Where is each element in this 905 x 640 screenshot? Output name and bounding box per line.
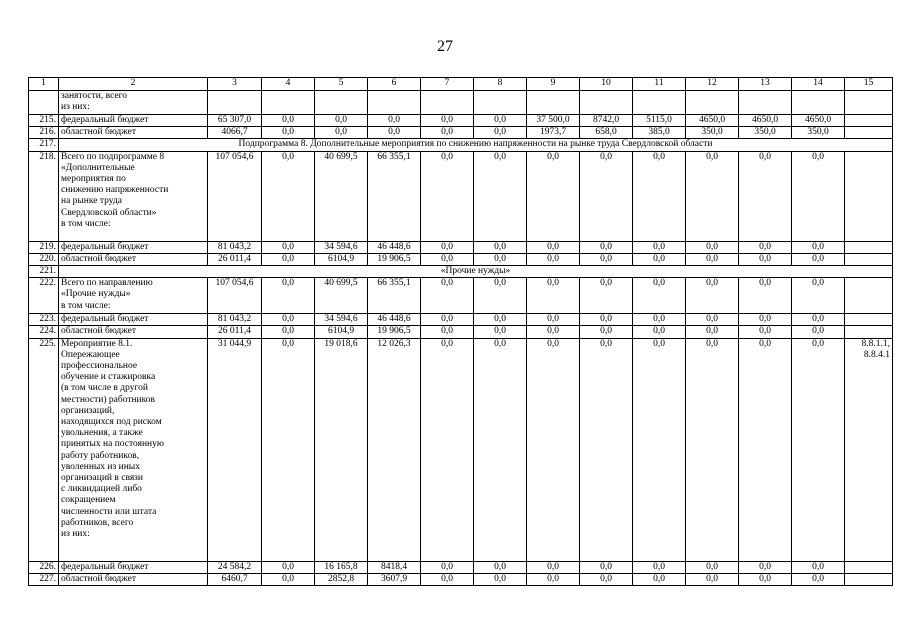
value-cell: 107 054,6 xyxy=(208,278,262,314)
value-cell: 46 448,6 xyxy=(368,314,421,326)
value-cell xyxy=(474,91,527,115)
value-cell: 0,0 xyxy=(792,314,845,326)
value-cell: 350,0 xyxy=(739,127,792,139)
value-cell xyxy=(580,91,633,115)
value-cell: 0,0 xyxy=(421,253,474,265)
table-row xyxy=(29,91,893,115)
value-cell: 34 594,6 xyxy=(315,314,368,326)
header-cell: 8 xyxy=(474,78,527,91)
header-cell: 12 xyxy=(686,78,739,91)
row-number: 218. xyxy=(29,151,59,241)
value-cell xyxy=(208,91,262,115)
value-cell: 19 018,6 xyxy=(315,338,368,561)
value-cell: 658,0 xyxy=(580,127,633,139)
value-cell: 0,0 xyxy=(580,326,633,338)
value-cell: 385,0 xyxy=(633,127,686,139)
value-cell: 2852,8 xyxy=(315,573,368,585)
value-cell: 0,0 xyxy=(686,573,739,585)
value-cell: 46 448,6 xyxy=(368,241,421,253)
header-cell: 7 xyxy=(421,78,474,91)
row-label: областной бюджет xyxy=(59,127,208,139)
value-cell: 0,0 xyxy=(739,151,792,241)
target-indicator-cell xyxy=(845,314,893,326)
value-cell: 0,0 xyxy=(527,314,580,326)
value-cell xyxy=(421,91,474,115)
row-number: 216. xyxy=(29,127,59,139)
value-cell: 0,0 xyxy=(527,278,580,314)
value-cell: 3607,9 xyxy=(368,573,421,585)
value-cell: 0,0 xyxy=(527,151,580,241)
value-cell: 0,0 xyxy=(686,314,739,326)
header-cell: 10 xyxy=(580,78,633,91)
value-cell: 0,0 xyxy=(580,241,633,253)
value-cell: 0,0 xyxy=(739,278,792,314)
value-cell: 19 906,5 xyxy=(368,253,421,265)
value-cell: 0,0 xyxy=(474,573,527,585)
value-cell: 37 500,0 xyxy=(527,115,580,127)
value-cell: 0,0 xyxy=(633,314,686,326)
value-cell: 0,0 xyxy=(739,314,792,326)
header-cell: 14 xyxy=(792,78,845,91)
value-cell: 0,0 xyxy=(368,127,421,139)
budget-table xyxy=(28,77,893,586)
row-label: федеральный бюджет xyxy=(59,241,208,253)
table-row xyxy=(29,314,893,326)
row-number: 217. xyxy=(29,139,59,151)
value-cell: 0,0 xyxy=(421,573,474,585)
value-cell: 0,0 xyxy=(262,573,315,585)
value-cell: 0,0 xyxy=(474,314,527,326)
value-cell: 81 043,2 xyxy=(208,314,262,326)
value-cell: 16 165,8 xyxy=(315,561,368,573)
target-indicator-cell xyxy=(845,573,893,585)
value-cell: 5115,0 xyxy=(633,115,686,127)
value-cell: 0,0 xyxy=(421,241,474,253)
value-cell: 0,0 xyxy=(474,253,527,265)
value-cell: 0,0 xyxy=(421,326,474,338)
value-cell: 0,0 xyxy=(262,314,315,326)
section-heading: «Прочие нужды» xyxy=(59,266,893,278)
table-row xyxy=(29,241,893,253)
value-cell: 26 011,4 xyxy=(208,253,262,265)
value-cell: 0,0 xyxy=(262,326,315,338)
value-cell: 0,0 xyxy=(368,115,421,127)
value-cell xyxy=(686,91,739,115)
target-indicator-cell xyxy=(845,115,893,127)
value-cell: 4066,7 xyxy=(208,127,262,139)
header-cell: 1 xyxy=(29,78,59,91)
value-cell: 0,0 xyxy=(474,338,527,561)
target-indicator-cell xyxy=(845,91,893,115)
value-cell: 6104,9 xyxy=(315,253,368,265)
value-cell: 0,0 xyxy=(421,115,474,127)
value-cell: 0,0 xyxy=(474,561,527,573)
value-cell: 0,0 xyxy=(580,338,633,561)
row-number: 223. xyxy=(29,314,59,326)
value-cell: 0,0 xyxy=(527,326,580,338)
target-indicator-cell xyxy=(845,127,893,139)
value-cell: 0,0 xyxy=(792,241,845,253)
value-cell: 0,0 xyxy=(792,151,845,241)
value-cell: 107 054,6 xyxy=(208,151,262,241)
value-cell: 0,0 xyxy=(474,115,527,127)
value-cell: 0,0 xyxy=(527,338,580,561)
header-cell: 3 xyxy=(208,78,262,91)
value-cell: 0,0 xyxy=(686,326,739,338)
value-cell: 0,0 xyxy=(421,338,474,561)
value-cell: 0,0 xyxy=(686,338,739,561)
value-cell: 0,0 xyxy=(792,561,845,573)
value-cell xyxy=(315,91,368,115)
target-indicator-cell xyxy=(845,278,893,314)
value-cell: 0,0 xyxy=(686,561,739,573)
value-cell: 0,0 xyxy=(633,326,686,338)
row-label: федеральный бюджет xyxy=(59,115,208,127)
section-heading: Подпрограмма 8. Дополнительные мероприятия по снижению напряженности на рынке труда Свердловской области xyxy=(59,139,893,151)
row-label: Мероприятие 8.1. Опережающее профессиональное обучение и стажировка (в том числе в другой местности) работников организаций, находящихся под риском увольнения, а также принятых на постоянную работу работников, уволенных из иных организаций в связи с ликвидацией либо сокращением численности или штата работников, всего из них: xyxy=(59,338,208,561)
target-indicator-cell xyxy=(845,241,893,253)
row-number: 224. xyxy=(29,326,59,338)
value-cell: 0,0 xyxy=(739,561,792,573)
value-cell: 0,0 xyxy=(686,151,739,241)
value-cell: 1973,7 xyxy=(527,127,580,139)
value-cell: 4650,0 xyxy=(739,115,792,127)
value-cell: 0,0 xyxy=(527,561,580,573)
value-cell xyxy=(633,91,686,115)
value-cell: 34 594,6 xyxy=(315,241,368,253)
value-cell: 0,0 xyxy=(686,241,739,253)
value-cell: 0,0 xyxy=(474,278,527,314)
value-cell xyxy=(527,91,580,115)
value-cell: 0,0 xyxy=(686,278,739,314)
value-cell: 6460,7 xyxy=(208,573,262,585)
row-label: федеральный бюджет xyxy=(59,314,208,326)
value-cell: 0,0 xyxy=(474,127,527,139)
value-cell: 0,0 xyxy=(580,151,633,241)
header-cell: 15 xyxy=(845,78,893,91)
header-cell: 4 xyxy=(262,78,315,91)
value-cell: 24 584,2 xyxy=(208,561,262,573)
target-indicator-cell xyxy=(845,151,893,241)
row-label: областной бюджет xyxy=(59,573,208,585)
value-cell: 0,0 xyxy=(739,253,792,265)
value-cell: 0,0 xyxy=(262,151,315,241)
target-indicator-cell xyxy=(845,326,893,338)
value-cell: 8418,4 xyxy=(368,561,421,573)
header-cell: 2 xyxy=(59,78,208,91)
row-label: областной бюджет xyxy=(59,326,208,338)
value-cell: 19 906,5 xyxy=(368,326,421,338)
value-cell: 0,0 xyxy=(792,326,845,338)
value-cell: 0,0 xyxy=(580,278,633,314)
row-label: федеральный бюджет xyxy=(59,561,208,573)
value-cell: 0,0 xyxy=(527,253,580,265)
value-cell: 66 355,1 xyxy=(368,278,421,314)
header-cell: 9 xyxy=(527,78,580,91)
value-cell: 0,0 xyxy=(580,561,633,573)
value-cell xyxy=(262,91,315,115)
value-cell: 0,0 xyxy=(580,253,633,265)
header-cell: 6 xyxy=(368,78,421,91)
target-indicator-cell xyxy=(845,561,893,573)
value-cell: 12 026,3 xyxy=(368,338,421,561)
row-label: Всего по подпрограмме 8 «Дополнительные мероприятия по снижению напряженности на рынке труда Свердловской области» в том числе: xyxy=(59,151,208,241)
table-row xyxy=(29,278,893,314)
value-cell: 0,0 xyxy=(262,127,315,139)
table-row xyxy=(29,151,893,241)
value-cell: 0,0 xyxy=(262,561,315,573)
target-indicator-cell: 8.8.1.1, 8.8.4.1 xyxy=(845,338,893,561)
header-cell: 11 xyxy=(633,78,686,91)
value-cell xyxy=(739,91,792,115)
value-cell: 0,0 xyxy=(262,253,315,265)
table-row xyxy=(29,326,893,338)
value-cell: 66 355,1 xyxy=(368,151,421,241)
value-cell: 0,0 xyxy=(315,115,368,127)
table-row xyxy=(29,573,893,585)
target-indicator-cell xyxy=(845,253,893,265)
value-cell: 0,0 xyxy=(527,241,580,253)
value-cell: 0,0 xyxy=(262,278,315,314)
value-cell: 0,0 xyxy=(633,151,686,241)
row-number: 221. xyxy=(29,266,59,278)
value-cell: 0,0 xyxy=(739,338,792,561)
value-cell: 0,0 xyxy=(315,127,368,139)
value-cell: 6104,9 xyxy=(315,326,368,338)
value-cell: 0,0 xyxy=(792,253,845,265)
row-number: 215. xyxy=(29,115,59,127)
value-cell: 0,0 xyxy=(739,573,792,585)
value-cell: 0,0 xyxy=(474,241,527,253)
value-cell: 0,0 xyxy=(580,573,633,585)
value-cell: 0,0 xyxy=(421,314,474,326)
value-cell: 0,0 xyxy=(686,253,739,265)
row-number: 227. xyxy=(29,573,59,585)
value-cell: 0,0 xyxy=(474,326,527,338)
value-cell: 0,0 xyxy=(633,573,686,585)
value-cell: 8742,0 xyxy=(580,115,633,127)
value-cell: 81 043,2 xyxy=(208,241,262,253)
value-cell: 0,0 xyxy=(474,151,527,241)
table-row xyxy=(29,253,893,265)
header-cell: 13 xyxy=(739,78,792,91)
table-row xyxy=(29,266,893,278)
header-row xyxy=(29,78,893,91)
value-cell: 350,0 xyxy=(792,127,845,139)
value-cell: 0,0 xyxy=(792,338,845,561)
value-cell: 0,0 xyxy=(580,314,633,326)
value-cell: 0,0 xyxy=(421,127,474,139)
row-number: 226. xyxy=(29,561,59,573)
row-label: областной бюджет xyxy=(59,253,208,265)
row-number: 220. xyxy=(29,253,59,265)
value-cell: 0,0 xyxy=(262,115,315,127)
value-cell: 0,0 xyxy=(792,573,845,585)
row-label: занятости, всего из них: xyxy=(59,91,208,115)
value-cell: 65 307,0 xyxy=(208,115,262,127)
value-cell xyxy=(368,91,421,115)
value-cell: 0,0 xyxy=(739,326,792,338)
table-row xyxy=(29,338,893,561)
value-cell: 0,0 xyxy=(421,278,474,314)
value-cell: 0,0 xyxy=(633,241,686,253)
header-cell: 5 xyxy=(315,78,368,91)
row-number xyxy=(29,91,59,115)
value-cell xyxy=(792,91,845,115)
value-cell: 31 044,9 xyxy=(208,338,262,561)
value-cell: 0,0 xyxy=(633,561,686,573)
row-number: 225. xyxy=(29,338,59,561)
table-row xyxy=(29,561,893,573)
table-row xyxy=(29,115,893,127)
value-cell: 0,0 xyxy=(633,338,686,561)
page-number: 27 xyxy=(437,38,453,55)
value-cell: 0,0 xyxy=(262,338,315,561)
value-cell: 350,0 xyxy=(686,127,739,139)
value-cell: 40 699,5 xyxy=(315,151,368,241)
row-number: 222. xyxy=(29,278,59,314)
value-cell: 4650,0 xyxy=(792,115,845,127)
row-number: 219. xyxy=(29,241,59,253)
value-cell: 0,0 xyxy=(421,151,474,241)
value-cell: 0,0 xyxy=(633,253,686,265)
value-cell: 0,0 xyxy=(262,241,315,253)
value-cell: 40 699,5 xyxy=(315,278,368,314)
table-row xyxy=(29,127,893,139)
value-cell: 0,0 xyxy=(421,561,474,573)
row-label: Всего по направлению «Прочие нужды» в том числе: xyxy=(59,278,208,314)
value-cell: 26 011,4 xyxy=(208,326,262,338)
value-cell: 0,0 xyxy=(527,573,580,585)
value-cell: 4650,0 xyxy=(686,115,739,127)
value-cell: 0,0 xyxy=(739,241,792,253)
table-row xyxy=(29,139,893,151)
value-cell: 0,0 xyxy=(792,278,845,314)
value-cell: 0,0 xyxy=(633,278,686,314)
